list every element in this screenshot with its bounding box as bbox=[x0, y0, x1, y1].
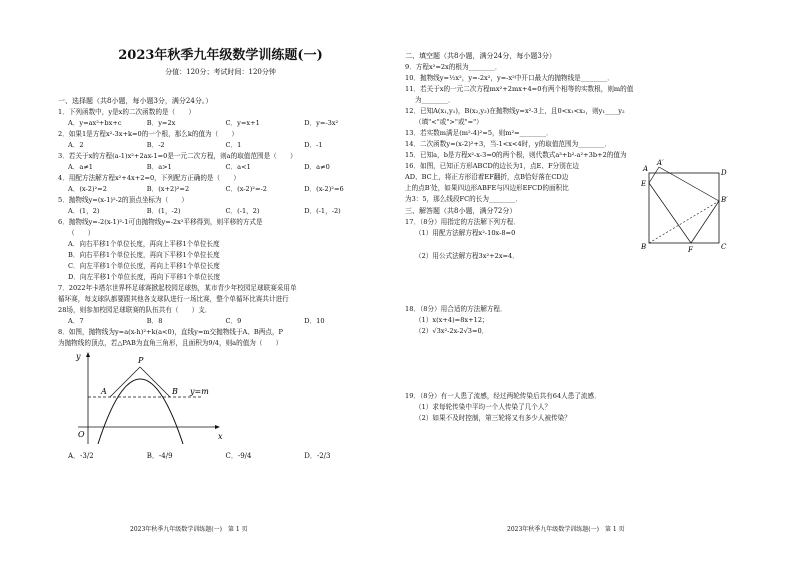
option: C．1 bbox=[225, 141, 242, 149]
label-b-prime: B′ bbox=[721, 196, 728, 204]
option: C．(-1，2) bbox=[225, 207, 260, 215]
question-7: 7．2022年卡塔尔世界杯足球赛掀起校园足球热，某市青少年校园足球联赛采用单 bbox=[58, 284, 297, 292]
segment-a2-e bbox=[649, 167, 659, 183]
question-8: 8．如图，抛物线为y=a(x-h)²+k(a<0)，直线y=m交抛物线于A、B两点，P bbox=[58, 328, 283, 336]
page-footer: 2023年秋季九年级数学训练题(一) 第 1 页 bbox=[507, 526, 625, 533]
point-b-label: B bbox=[172, 387, 178, 396]
question-15: 15．已知a，b是方程x²-x-3=0的两个根，则代数式a³+b²-a²+3b+2的值为 bbox=[405, 151, 627, 159]
question-6-cont: （ ） bbox=[68, 229, 95, 237]
square-fold-figure bbox=[641, 159, 731, 259]
question-4: 4．用配方法解方程x²+4x+2=0，下列配方正确的是（ ） bbox=[58, 174, 240, 182]
label-c: C bbox=[721, 243, 727, 251]
question-16-cont: 为3：5，那么线段FC的长为________． bbox=[405, 195, 522, 203]
label-f: F bbox=[688, 246, 693, 254]
exam-meta: 分值：120分；考试时间：120分钟 bbox=[165, 68, 276, 76]
option: C．y=x+1 bbox=[225, 119, 260, 127]
section-heading: 二、填空题（共8小题，满分24分，每小题3分） bbox=[405, 52, 556, 60]
question-8-cont: 为抛物线的顶点，若△PAB为直角三角形，且面积为9/4，则a的值为（ ） bbox=[58, 339, 283, 347]
q8-options bbox=[58, 451, 383, 461]
option: A．-3/2 bbox=[68, 452, 94, 460]
option: D．-2/3 bbox=[304, 452, 331, 460]
question-13: 13．若实数m满足(m²-4)²=5，则m²=________． bbox=[405, 129, 553, 137]
segment-pa bbox=[110, 367, 140, 397]
question-17: 17．（8分）用指定的方法解下列方程． bbox=[405, 218, 520, 226]
option: D．(-1，-2) bbox=[304, 207, 341, 215]
parabola-figure bbox=[68, 349, 228, 449]
q5-options bbox=[58, 206, 383, 217]
question-18-part: （2）√3x²-2x-2√3=0． bbox=[415, 327, 489, 335]
question-14: 14．二次函数y=(x-2)²+3，当-1<x<4时，y的取值范围为________． bbox=[405, 140, 612, 148]
question-19: 19．（8分）有一人患了流感，经过两轮传染后共有64人患了流感． bbox=[405, 392, 601, 400]
point-p-label: P bbox=[138, 356, 144, 365]
question-1: 1．下列函数中，y是x的二次函数的是（ ） bbox=[58, 108, 195, 116]
segment-a2-b2 bbox=[659, 167, 719, 201]
option: A．a≠1 bbox=[68, 163, 94, 171]
label-d: D bbox=[721, 169, 727, 177]
parabola-curve bbox=[98, 379, 183, 444]
option: A．(1，2) bbox=[68, 207, 100, 215]
option: A．(x-2)²=2 bbox=[68, 185, 107, 193]
segment-f-b2 bbox=[691, 201, 719, 243]
label-b: B bbox=[641, 243, 647, 251]
label-a: A bbox=[643, 165, 649, 173]
option: C．(x-2)²=-2 bbox=[225, 185, 267, 193]
page-title: 2023年秋季九年级数学训练题(一) bbox=[118, 48, 323, 63]
question-10: 10．抛物线y=½x²，y=-2x²，y=-x²中开口最大的抛物线是________． bbox=[405, 74, 614, 82]
option: A．7 bbox=[68, 317, 84, 325]
option: C．a<1 bbox=[225, 163, 251, 171]
option: D．(x-2)²=6 bbox=[304, 185, 344, 193]
option: D．a≠0 bbox=[304, 163, 330, 171]
q4-options bbox=[58, 184, 383, 195]
question-7-cont: 循环赛，每支球队都要跟其他各支球队进行一场比赛，整个单循环比赛共计进行 bbox=[58, 295, 289, 303]
segment-pb bbox=[140, 367, 170, 397]
origin-label: O bbox=[78, 430, 85, 439]
option: B．-4/9 bbox=[146, 452, 173, 460]
question-12-cont: （填"<"或">"或"="） bbox=[415, 118, 483, 126]
label-e: E bbox=[641, 180, 647, 188]
question-5: 5．抛物线y=(x-1)²-2的顶点坐标为（ ） bbox=[58, 196, 188, 204]
question-17-part: （2）用公式法解方程3x²+2x=4． bbox=[415, 252, 519, 260]
option: C．-9/4 bbox=[225, 452, 252, 460]
y-label: y bbox=[76, 352, 81, 361]
question-12: 12．已知A(x₁,y₁)，B(x₂,y₂)在抛物线y=x²-3上，且0<x₁<x₂，则y₁____y₂ bbox=[405, 107, 625, 115]
question-16: 16．如图，已知正方形ABCD的边长为1，点E、F分别在边 bbox=[405, 162, 579, 170]
question-17-part: （1）用配方法解方程x²-10x-8=0 bbox=[415, 229, 516, 237]
question-3: 3．若关于x的方程(a-1)x²+2ax-1=0是一元二次方程，则a的取值范围是（ ） bbox=[58, 152, 297, 160]
question-16-cont: 上的点B′处，如果四边形ABFE与四边形EFCD的面积比 bbox=[405, 184, 569, 192]
q1-options bbox=[58, 118, 383, 129]
q3-options bbox=[58, 162, 383, 173]
option: D．向左平移1个单位长度，再向下平移1个单位长度 bbox=[68, 273, 221, 281]
option: B．向右平移1个单位长度，再向下平移1个单位长度 bbox=[68, 251, 220, 259]
option: B．8 bbox=[146, 317, 163, 325]
option: C．9 bbox=[225, 317, 242, 325]
x-arrow-icon bbox=[215, 425, 220, 429]
option: D．-1 bbox=[304, 141, 323, 149]
line-label: y=m bbox=[190, 387, 209, 396]
q2-options bbox=[58, 140, 383, 151]
option: B．(x+2)²=2 bbox=[146, 185, 190, 193]
x-label: x bbox=[218, 432, 223, 441]
question-2: 2．如果1是方程x²-3x+k=0的一个根，那么k的值为（ ） bbox=[58, 130, 239, 138]
option: B．y=2x bbox=[146, 119, 176, 127]
option: D．y=-3x² bbox=[304, 119, 339, 127]
option: A．2 bbox=[68, 141, 84, 149]
question-11: 11．若关于x的一元二次方程mx²+2mx+4=0有两个相等的实数根，则m的值 bbox=[405, 85, 634, 93]
section-heading: 三、解答题（共8小题，满分72分） bbox=[405, 207, 517, 215]
label-a-prime: A′ bbox=[657, 159, 664, 167]
question-19-part: （1）求每轮传染中平均一个人传染了几个人？ bbox=[415, 403, 552, 411]
option: C．向左平移1个单位长度，再向上平移1个单位长度 bbox=[68, 262, 220, 270]
option: B．(1，-2) bbox=[146, 207, 181, 215]
q7-options bbox=[58, 316, 383, 327]
right-page bbox=[397, 0, 794, 561]
question-18: 18．（8分）用合适的方法解方程． bbox=[405, 305, 507, 313]
point-a-label: A bbox=[101, 387, 107, 396]
option: D．10 bbox=[304, 317, 325, 325]
question-6: 6．抛物线y=-2(x-1)²-1可由抛物线y=-2x²平移得到，则平移的方式是 bbox=[58, 218, 263, 226]
y-arrow-icon bbox=[86, 352, 90, 357]
option: A．y=ax²+bx+c bbox=[68, 119, 122, 127]
segment-b-b2 bbox=[649, 201, 719, 243]
segment-ef bbox=[649, 183, 691, 243]
question-18-part: （1）x(x+4)=8x+12； bbox=[415, 316, 489, 324]
question-7-cont: 28场，则参加校园足球联赛的队伍共有（ ）支． bbox=[58, 306, 212, 314]
option: B．a>1 bbox=[146, 163, 172, 171]
option: B．-2 bbox=[146, 141, 165, 149]
question-9: 9．方程x²=2x的根为________． bbox=[405, 63, 502, 71]
question-19-part: （2）如果不及时控制，第三轮将又有多少人被传染？ bbox=[415, 414, 571, 422]
page-footer: 2023年秋季九年级数学训练题(一) 第 1 页 bbox=[130, 526, 248, 533]
question-11-cont: 为________． bbox=[415, 96, 455, 104]
section-heading: 一、选择题（共8小题，每小题3分，满分24分。） bbox=[58, 97, 213, 105]
question-16-cont: AD、BC上，将正方形沿着EF翻折，点B恰好落在CD边 bbox=[405, 173, 569, 181]
option: A．向右平移1个单位长度，再向上平移1个单位长度 bbox=[68, 240, 220, 248]
